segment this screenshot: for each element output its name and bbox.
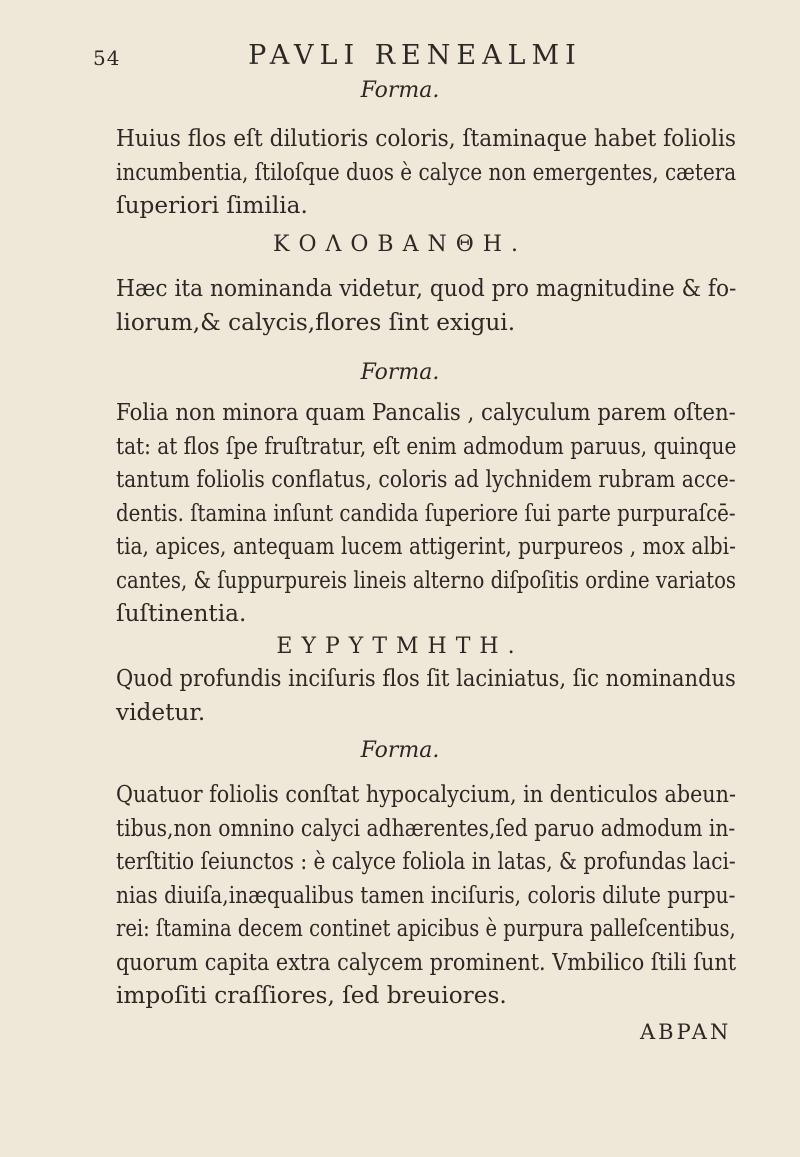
text-line: impoſiti craſſiores, ſed breuiores.	[116, 982, 507, 1009]
section-heading-forma: Forma.	[360, 78, 440, 103]
greek-plant-name: ΕΥΡΥΤΜΗΤΗ.	[276, 634, 524, 659]
page-number: 54	[93, 46, 121, 70]
text-line: tia, apices, antequam lucem attigerint, purpureos , mox albi-	[116, 533, 736, 560]
text-line: Quatuor foliolis conſtat hypocalycium, in denticulos abeun-	[116, 781, 736, 808]
text-line: tat: at flos ſpe fruſtratur, eſt enim admodum paruus, quinque	[116, 432, 737, 460]
text-line: tibus,non omnino calyci adhærentes,ſed paruo admodum in-	[116, 814, 736, 842]
text-line: Hæc ita nominanda videtur, quod pro magnitudine & fo-	[116, 275, 737, 302]
paragraph	[116, 396, 736, 631]
text-line: rei: ſtamina decem continet apicibus è purpura palleſcentibus,	[116, 915, 736, 942]
running-head: PAVLI RENEALMI	[248, 40, 582, 71]
text-line: nias diuiſa,inæqualibus tamen inciſuris, coloris dilute purpu-	[116, 881, 736, 909]
text-line: tantum foliolis conflatus, coloris ad lychnidem rubram acce-	[116, 466, 736, 493]
paragraph	[116, 662, 736, 729]
text-line: incumbentia, ſtiloſque duos è calyce non emergentes, cætera	[116, 158, 737, 186]
text-line: Quod profundis inciſuris flos ſit laciniatus, ſic nominandus	[116, 665, 736, 692]
text-line: dentis. ſtamina inſunt candida ſuperiore ſui parte purpuraſcē-	[116, 499, 736, 527]
text-line: quorum capita extra calycem prominent. Vmbilico ſtili ſunt	[116, 948, 737, 976]
paragraph	[116, 122, 736, 223]
paragraph	[116, 272, 736, 339]
greek-plant-name: ΚΟΛΟΒΑΝΘΗ.	[273, 232, 527, 257]
text-line: Huius flos eſt dilutioris coloris, ſtaminaque habet foliolis	[116, 125, 737, 152]
catchword: ABPAN	[640, 1020, 732, 1044]
text-line: cantes, & ſuppurpureis lineis alterno diſpoſitis ordine variatos	[116, 566, 737, 594]
text-line: Folia non minora quam Pancalis , calyculum parem oſten-	[116, 399, 736, 426]
text-line: ſuſtinentia.	[116, 600, 247, 627]
text-line: terſtitio ſeiunctos : è calyce foliola in latas, & profundas laci-	[116, 848, 736, 875]
text-line: ſuperiori ſimilia.	[116, 192, 308, 219]
section-heading-forma: Forma.	[360, 738, 440, 763]
paragraph	[116, 778, 736, 1013]
text-line: liorum,& calycis,flores ſint exigui.	[116, 308, 516, 336]
section-heading-forma: Forma.	[360, 360, 440, 385]
text-line: videtur.	[116, 698, 206, 726]
